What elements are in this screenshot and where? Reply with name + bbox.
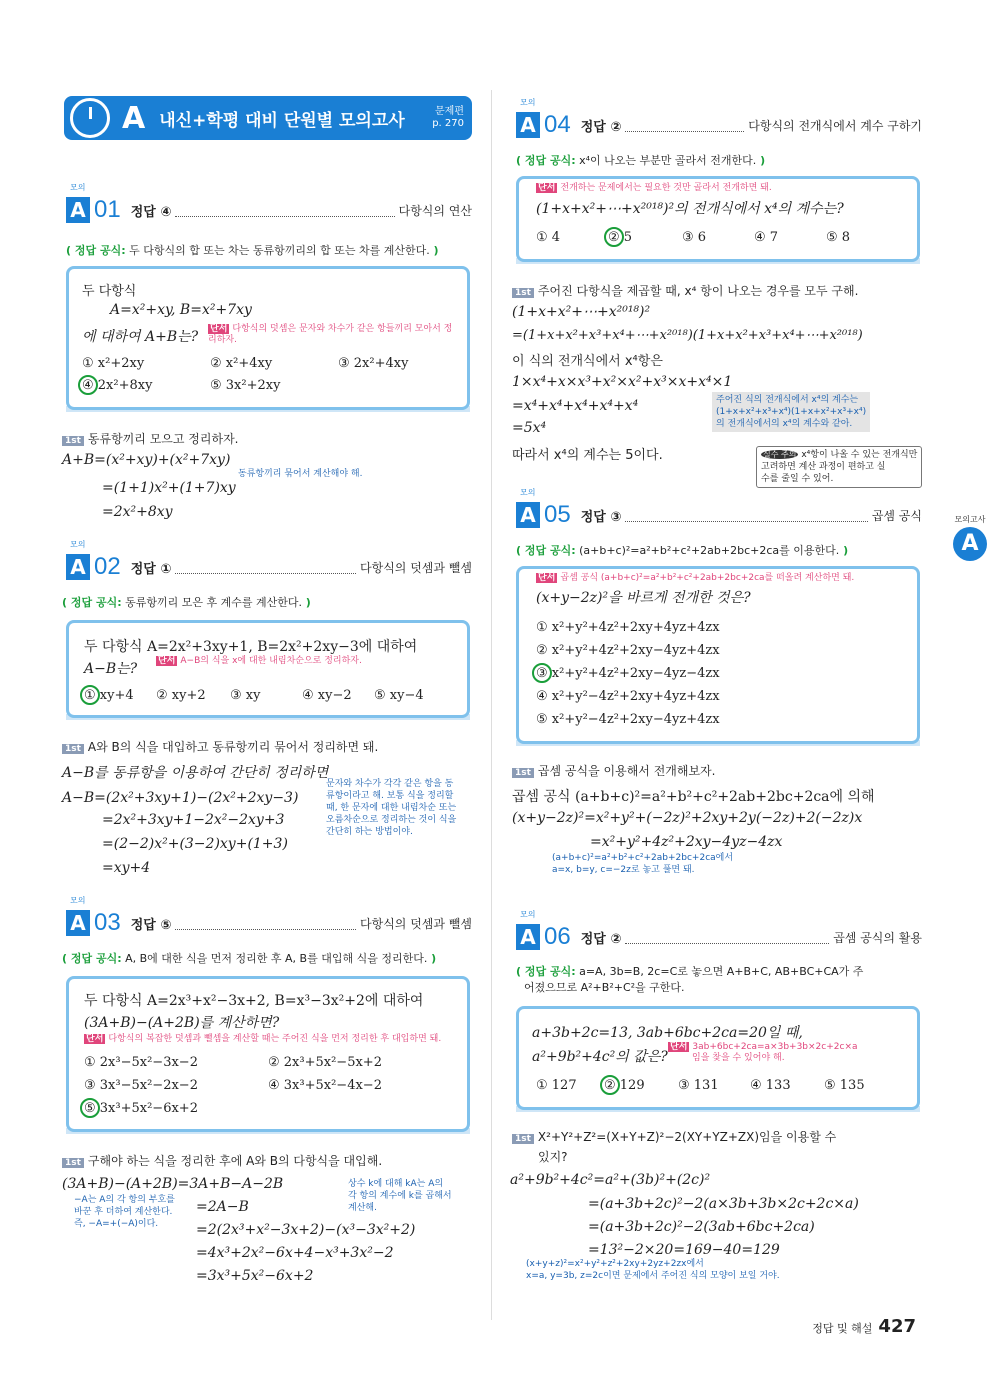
q04-sol-1: (1+x+x²+⋯+x²⁰¹⁸)² xyxy=(512,304,651,320)
q02-sol-2: =2x²+3xy+1−2x²−2xy+3 xyxy=(102,812,285,828)
caution-icon: 실수 주의 xyxy=(763,450,797,459)
q03-question: (3A+B)−(A+2B)를 계산하면? xyxy=(84,1015,280,1031)
q03-step: 1st 구해야 하는 식을 정리한 후에 A와 B의 다항식을 대입해. xyxy=(62,1152,382,1169)
q03-sol-3: =2(2x³+x²−3x+2)−(x³−3x²+2) xyxy=(196,1222,416,1238)
q05-question: (x+y−2z)²을 바르게 전개한 것은? xyxy=(536,590,751,606)
page-number: 427 xyxy=(878,1316,916,1337)
q03-option-3[interactable]: ③ 3x³−5x²−2x−2 xyxy=(84,1078,198,1093)
q06-option-4[interactable]: ④ 133 xyxy=(750,1078,791,1093)
page-footer xyxy=(812,1316,916,1337)
answer-circle xyxy=(80,685,100,705)
q01-hint: 단서 다항식의 덧셈은 문자와 차수가 같은 항들끼리 모아서 정리하자. xyxy=(208,324,453,345)
q05-step: 1st 곱셈 공식을 이용해서 전개해보자. xyxy=(512,762,715,779)
q02-option-1[interactable]: ① xy+4 xyxy=(84,688,134,703)
answer-circle xyxy=(80,1098,100,1118)
q01-step: 1st 동류항끼리 모으고 정리하자. xyxy=(62,430,238,447)
q02-step: 1st A와 B의 식을 대입하고 동류항끼리 묶어서 정리하면 돼. xyxy=(62,738,378,755)
q01-heading: A 01 정답 ④ 다항식의 연산 xyxy=(66,196,472,224)
column-divider xyxy=(491,90,492,1320)
footer-label: 정답 및 해설 xyxy=(812,1322,873,1335)
q02-note: 문자와 차수가 각각 같은 항을 동 류항이라고 해. 보통 식을 정리할 때, 한 문자에 대한 내림차순 또는 오름차순으로 정리하는 것이 식을 간단히 하는 방법이야. xyxy=(326,779,457,837)
q01-option-4[interactable]: ④ 2x²+8xy xyxy=(82,378,153,393)
q06-step: 1st X²+Y²+Z²=(X+Y+Z)²−2(XY+YZ+ZX)임을 이용할 수 있지? xyxy=(512,1128,836,1166)
section-header xyxy=(64,96,472,140)
q04-sol-2: =(1+x+x²+x³+x⁴+⋯+x²⁰¹⁸)(1+x+x²+x³+x⁴+⋯+x²⁰¹⁸) xyxy=(512,328,863,343)
q02-heading: A 02 정답 ① 다항식의 덧셈과 뺄셈 xyxy=(66,553,472,581)
q06-sol-4: =13²−2×20=169−40=129 xyxy=(588,1242,780,1258)
q01-key-formula: ( 정답 공식: 두 다항식의 합 또는 차는 동류항끼리의 합 또는 차를 계산한다. ) xyxy=(66,244,439,257)
q06-sol-1: a²+9b²+4c²=a²+(3b)²+(2c)² xyxy=(510,1172,711,1188)
q04-option-3[interactable]: ③ 6 xyxy=(682,230,707,245)
q03-sol-2: =2A−B xyxy=(196,1199,249,1215)
q03-note-left: −A는 A의 각 항의 부호를 바꾼 후 더하여 계산한다. 즉, −A=+(−A)이다. xyxy=(74,1195,175,1229)
q06-sol-3: =(a+3b+2c)²−2(3ab+6bc+2ca) xyxy=(588,1219,815,1235)
q02-key-formula: ( 정답 공식: 동류항끼리 모은 후 계수를 계산한다. ) xyxy=(62,596,311,609)
answer-circle xyxy=(78,375,98,395)
q05-option-3[interactable]: ③ x²+y²+4z²+2xy−4yz−4zx xyxy=(536,666,720,681)
q02-given: 두 다항식 A=2x²+3xy+1, B=2x²+2xy−3에 대하여 xyxy=(84,639,418,655)
side-tab: 모의고사 A xyxy=(940,514,1000,563)
problem-page-ref: 문제편 p. 270 xyxy=(432,106,464,129)
q06-option-5[interactable]: ⑤ 135 xyxy=(824,1078,865,1093)
q06-option-3[interactable]: ③ 131 xyxy=(678,1078,719,1093)
q03-option-4[interactable]: ④ 3x³+5x²−4x−2 xyxy=(268,1078,382,1093)
q01-sol-1: A+B=(x²+xy)+(x²+7xy) xyxy=(62,452,231,468)
q01-sol-3: =2x²+8xy xyxy=(102,504,173,520)
answer-circle xyxy=(532,663,552,683)
q05-option-1[interactable]: ① x²+y²+4z²+2xy+4yz+4zx xyxy=(536,620,720,635)
q03-key-formula: ( 정답 공식: A, B에 대한 식을 먼저 정리한 후 A, B를 대입해 식을 정리한다. ) xyxy=(62,952,437,965)
q05-note: (a+b+c)²=a²+b²+c²+2ab+2bc+2ca에서 a=x, b=y, c=−2z로 놓고 풀면 돼. xyxy=(552,853,734,875)
q02-sol-1: A−B=(2x²+3xy+1)−(2x²+2xy−3) xyxy=(62,790,299,806)
answer-circle xyxy=(604,227,624,247)
q06-sol-2: =(a+3b+2c)²−2(a×3b+3b×2c+2c×a) xyxy=(588,1196,859,1212)
q04-option-2[interactable]: ② 5 xyxy=(608,230,633,245)
q01-option-2[interactable]: ② x²+4xy xyxy=(210,356,273,371)
q06-option-1[interactable]: ① 127 xyxy=(536,1078,577,1093)
section-letter: A xyxy=(122,100,146,136)
q05-key-formula: ( 정답 공식: (a+b+c)²=a²+b²+c²+2ab+2bc+2ca를 이용한다. ) xyxy=(516,544,849,557)
q02-sol-0: A−B를 동류항을 이용하여 간단히 정리하면 xyxy=(62,765,329,781)
q06-given: a+3b+2c=13, 3ab+6bc+2ca=20일 때, xyxy=(532,1025,803,1041)
q02-hint: 단서 A−B의 식을 x에 대한 내림차순으로 정리하자. xyxy=(158,656,362,666)
q01-given: A=x²+xy, B=x²+7xy xyxy=(110,302,252,318)
q03-hint: 단서 다항식의 복잡한 덧셈과 뺄셈을 계산할 때는 주어진 식을 먼저 정리한 후 대입하면 돼. xyxy=(86,1034,442,1044)
stopwatch-icon xyxy=(70,98,110,138)
q02-option-3[interactable]: ③ xy xyxy=(230,688,261,703)
q02-sol-4: =xy+4 xyxy=(102,860,151,876)
q04-step: 1st 주어진 다항식을 제곱할 때, x⁴ 항이 나오는 경우를 모두 구해. xyxy=(512,282,858,299)
q01-sol-note: 동류항끼리 묶어서 계산해야 해. xyxy=(238,469,363,479)
q01-sol-2: =(1+1)x²+(1+7)xy xyxy=(102,480,236,496)
q04-sol-3: 이 식의 전개식에서 x⁴항은 xyxy=(512,354,663,369)
q05-sol-3: =x²+y²+4z²+2xy−4yz−4zx xyxy=(590,834,783,850)
q03-heading: A 03 정답 ⑤ 다항식의 덧셈과 뺄셈 xyxy=(66,909,472,937)
q04-hint: 단서 전개하는 문제에서는 필요한 것만 골라서 전개하면 돼. xyxy=(538,183,772,193)
q04-heading: A 04 정답 ② 다항식의 전개식에서 계수 구하기 xyxy=(516,111,922,139)
q03-note-right: 상수 k에 대해 kA는 A의 각 항의 계수에 k를 곱해서 계산해. xyxy=(348,1179,452,1213)
mock-tag: 모의 xyxy=(520,488,536,497)
q01-option-1[interactable]: ① x²+2xy xyxy=(82,356,145,371)
q03-sol-5: =3x³+5x²−6x+2 xyxy=(196,1268,314,1284)
section-title: 내신+학평 대비 단원별 모의고사 xyxy=(159,110,405,131)
answer-circle xyxy=(600,1075,620,1095)
q04-sol-4: 1×x⁴+x×x³+x²×x²+x³×x+x⁴×1 xyxy=(512,374,733,390)
q02-option-5[interactable]: ⑤ xy−4 xyxy=(374,688,424,703)
q06-option-2[interactable]: ② 129 xyxy=(604,1078,645,1093)
mock-tag: 모의 xyxy=(520,98,536,107)
q06-question: a²+9b²+4c²의 값은? xyxy=(532,1049,668,1065)
q02-option-2[interactable]: ② xy+2 xyxy=(156,688,206,703)
q01-option-5[interactable]: ⑤ 3x²+2xy xyxy=(210,378,281,393)
q06-note: (x+y+z)²=x²+y²+z²+2xy+2yz+2zx에서 x=a, y=3b, z=2c이면 문제에서 주어진 식의 모양이 보일 거야. xyxy=(526,1259,780,1281)
q03-option-5[interactable]: ⑤ 3x³+5x²−6x+2 xyxy=(84,1101,198,1116)
q06-key-formula: ( 정답 공식: a=A, 3b=B, 2c=C로 놓으면 A+B+C, AB+BC+CA가 주 어졌으므로 A²+B²+C²을 구한다. xyxy=(516,965,864,994)
q01-text: 두 다항식 xyxy=(82,284,137,299)
q05-heading: A 05 정답 ③ 곱셈 공식 xyxy=(516,501,922,529)
mock-tag: 모의 xyxy=(520,910,536,919)
q04-key-formula: ( 정답 공식: x⁴이 나오는 부분만 골라서 전개한다. ) xyxy=(516,154,766,167)
q05-option-2[interactable]: ② x²+y²+4z²+2xy−4yz+4zx xyxy=(536,643,720,658)
q05-hint: 단서 곱셈 공식 (a+b+c)²=a²+b²+c²+2ab+2bc+2ca를 떠올려 계산하면 돼. xyxy=(538,573,855,583)
q03-given: 두 다항식 A=2x³+x²−3x+2, B=x³−3x²+2에 대하여 xyxy=(84,993,424,1009)
q03-option-1[interactable]: ① 2x³−5x²−3x−2 xyxy=(84,1055,198,1070)
q03-sol-1: (3A+B)−(A+2B)=3A+B−A−2B xyxy=(62,1176,284,1192)
q02-option-4[interactable]: ④ xy−2 xyxy=(302,688,352,703)
q02-sol-3: =(2−2)x²+(3−2)xy+(1+3) xyxy=(102,836,288,852)
q04-sol-5: =x⁴+x⁴+x⁴+x⁴+x⁴ xyxy=(512,398,639,414)
q04-tip: 실수 주의 x⁴항이 나올 수 있는 전개식만 고려하면 계산 과정이 편하고 실 수를 줄일 수 있어. xyxy=(756,446,922,488)
q01-option-3[interactable]: ③ 2x²+4xy xyxy=(338,356,409,371)
mock-tag: 모의 xyxy=(70,896,86,905)
q04-option-5[interactable]: ⑤ 8 xyxy=(826,230,851,245)
q05-sol-1: 곱셈 공식 (a+b+c)²=a²+b²+c²+2ab+2bc+2ca에 의해 xyxy=(512,789,875,805)
q06-hint: 단서 3ab+6bc+2ca=a×3b+3b×2c+2c×a 임을 찾을 수 있어야 해. xyxy=(670,1042,858,1063)
q04-option-4[interactable]: ④ 7 xyxy=(754,230,779,245)
q04-sol-6: =5x⁴ xyxy=(512,420,547,436)
q03-sol-4: =4x³+2x²−6x+4−x³+3x²−2 xyxy=(196,1245,394,1261)
q02-question: A−B는? xyxy=(84,661,138,677)
q04-sol-7: 따라서 x⁴의 계수는 5이다. xyxy=(512,448,663,463)
q06-heading: A 06 정답 ② 곱셈 공식의 활용 xyxy=(516,923,922,951)
q05-option-5[interactable]: ⑤ x²+y²−4z²+2xy−4yz+4zx xyxy=(536,712,720,727)
q04-note: 주어진 식의 전개식에서 x⁴의 계수는 (1+x+x²+x³+x⁴)(1+x+x²+x³+x⁴) 의 전개식에서의 x⁴의 계수와 같아. xyxy=(712,392,870,432)
q04-question: (1+x+x²+⋯+x²⁰¹⁸)²의 전개식에서 x⁴의 계수는? xyxy=(536,201,844,217)
q03-option-2[interactable]: ② 2x³+5x²−5x+2 xyxy=(268,1055,382,1070)
q05-sol-2: (x+y−2z)²=x²+y²+(−2z)²+2xy+2y(−2z)+2(−2z)x xyxy=(512,810,863,826)
q01-question: 에 대하여 A+B는? xyxy=(82,329,199,345)
q04-option-1[interactable]: ① 4 xyxy=(536,230,561,245)
mock-tag: 모의 xyxy=(70,183,86,192)
q05-option-4[interactable]: ④ x²+y²−4z²+2xy+4yz+4zx xyxy=(536,689,720,704)
mock-tag: 모의 xyxy=(70,540,86,549)
